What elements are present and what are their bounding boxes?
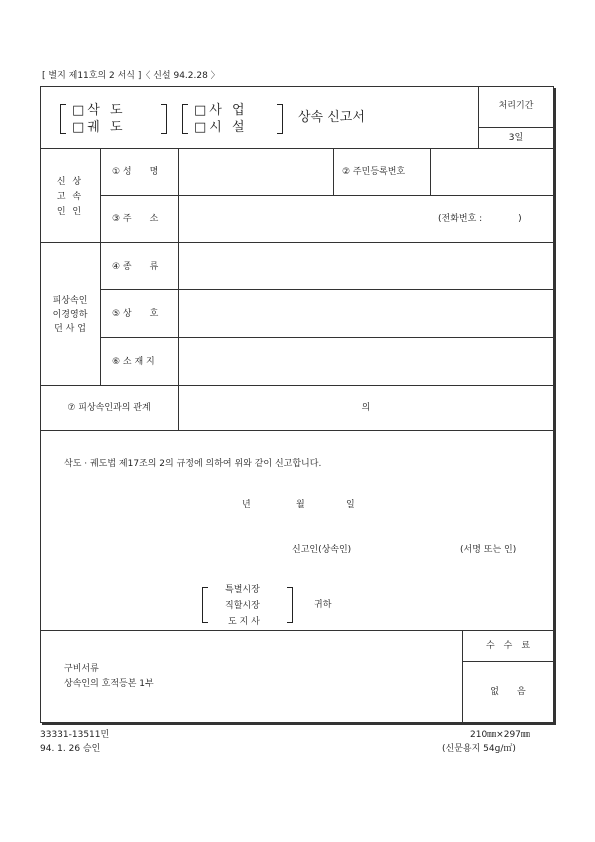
- recipient-suffix: 귀하: [314, 600, 332, 610]
- attachments-item: 상속인의 호적등본 1부: [64, 679, 154, 689]
- type-option-railway: □궤 도: [72, 120, 126, 135]
- recipient-governor: 도 지 사: [228, 617, 260, 627]
- paper-type: (신문용지 54g/㎡): [442, 744, 516, 754]
- phone-label: (전화번호 : ): [438, 214, 522, 224]
- fee-value: 없 음: [490, 687, 526, 697]
- type-option-ropeway: □삭 도: [72, 103, 126, 118]
- address-label: ③ 주 소: [112, 214, 159, 224]
- business-kind-label: ④ 종 류: [112, 262, 159, 272]
- business-group-label-2: 이경영하: [52, 310, 88, 320]
- form-title: 상속 신고서: [298, 110, 365, 125]
- reporter-group-label-1: 신 상: [56, 177, 84, 187]
- location-label: ⑥ 소 재 지: [112, 357, 155, 367]
- business-group-label-1: 피상속인: [52, 296, 88, 306]
- relation-value: 의: [361, 403, 371, 413]
- name-label: ① 성 명: [112, 167, 159, 177]
- recipient-special-city-mayor: 특별시장: [225, 585, 260, 595]
- signature-label: (서명 또는 인): [460, 545, 517, 555]
- rrn-label: ② 주민등록번호: [342, 167, 406, 177]
- form-header-note: [ 별지 제11호의 2 서식 ]〈 신설 94.2.28 〉: [42, 71, 220, 81]
- business-group-label-3: 던 사 업: [54, 324, 86, 334]
- date-month: 월: [296, 500, 305, 510]
- trade-name-label: ⑤ 상 호: [112, 309, 159, 319]
- reporter-group-label-2: 고 속: [56, 192, 84, 202]
- recipient-direct-city-mayor: 직할시장: [225, 601, 260, 611]
- reporter-sign-label: 신고인(상속인): [292, 545, 352, 555]
- date-year: 년: [242, 500, 251, 510]
- declaration-statement: 삭도 · 궤도법 제17조의 2의 규정에 의하여 위와 같이 신고합니다.: [64, 459, 322, 469]
- scope-option-business: □사 업: [194, 103, 248, 118]
- scope-option-facility: □시 설: [194, 120, 248, 135]
- attachments-title: 구비서류: [64, 664, 99, 674]
- reporter-group-label-3: 인 인: [56, 207, 84, 217]
- processing-period-label: 처리기간: [498, 101, 534, 111]
- approval-date: 94. 1. 26 승인: [40, 744, 101, 754]
- relation-label: ⑦ 피상속인과의 관계: [67, 403, 151, 413]
- processing-period-value: 3일: [508, 133, 524, 143]
- date-day: 일: [346, 500, 355, 510]
- form-code: 33331-13511민: [40, 730, 110, 740]
- fee-label: 수 수 료: [485, 641, 531, 651]
- paper-size: 210㎜×297㎜: [470, 730, 530, 740]
